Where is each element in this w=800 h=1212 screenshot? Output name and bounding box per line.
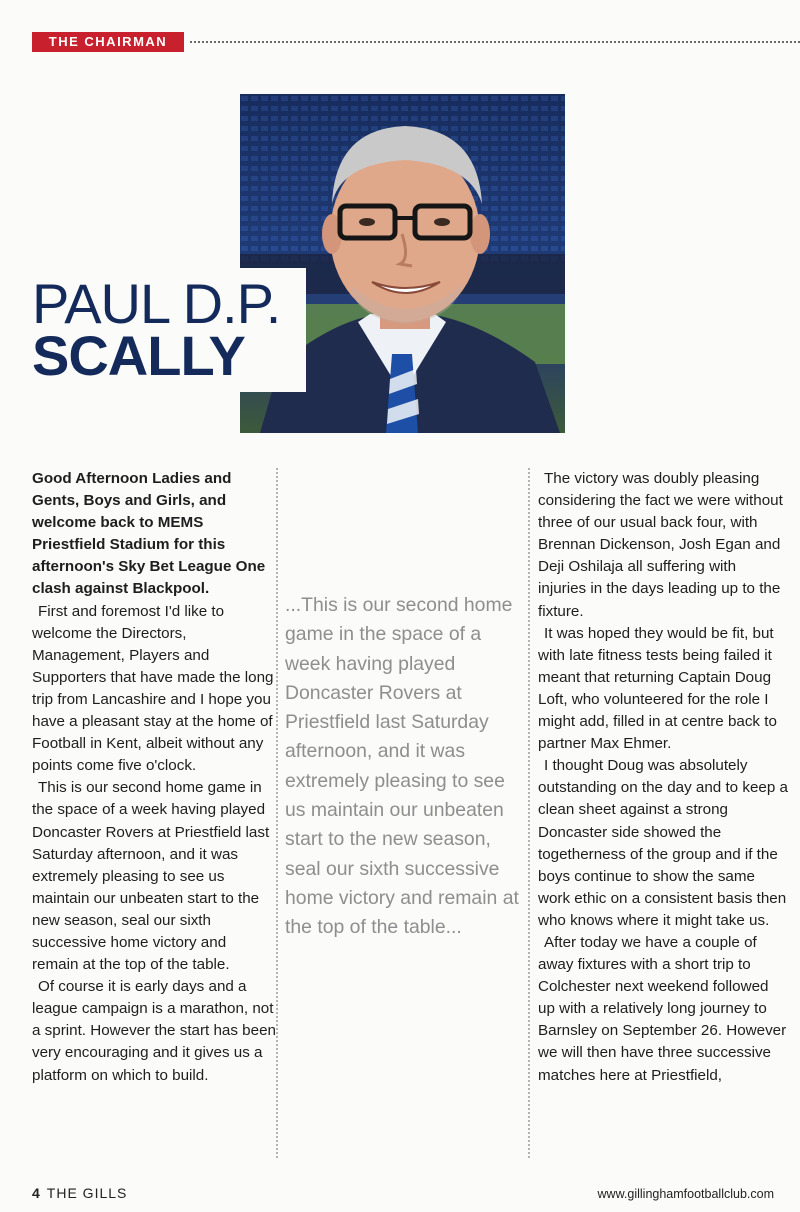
page-number: 4 [32, 1185, 41, 1201]
publication-name: THE GILLS [46, 1185, 128, 1201]
body-paragraph: It was hoped they would be fit, but with late fitness tests being failed it meant that returning Captain Doug Loft, who volunteered for the role I might add, filled in at centre back to partner Max Ehmer. [538, 624, 777, 753]
section-label: THE CHAIRMAN [32, 32, 184, 52]
body-paragraph: This is our second home game in the space of a week having played Doncaster Rovers at Priestfield last Saturday afternoon, and it was extremely pleasing to see us maintain our unbeaten start to the new season, seal our sixth successive home victory and remain at the top of the table. [32, 779, 270, 974]
article-column-1 [32, 468, 276, 1087]
pull-quote: ...This is our second home game in the space of a week having played Doncaster Rovers at Priestfield last Saturday afternoon, and it was extremely pleasing to see us maintain our unbeaten start to the new season, seal our sixth successive home victory and remain at the top of the table... [285, 594, 519, 939]
body-paragraph: The victory was doubly pleasing considering the fact we were without three of our usual back four, with Brennan Dickenson, Josh Egan and Deji Oshilaja all suffering with injuries in the days leading up to the fixture. [538, 470, 783, 620]
page-title-line-1: PAUL D.P. [32, 272, 281, 335]
header-divider [190, 41, 800, 43]
intro-paragraph: Good Afternoon Ladies and Gents, Boys and Girls, and welcome back to MEMS Priestfield Stadium for this afternoon's Sky Bet League One clash against Blackpool. [32, 470, 266, 598]
column-divider [528, 468, 530, 1158]
column-divider [276, 468, 278, 1158]
article-column-3 [538, 468, 788, 1087]
body-paragraph: First and foremost I'd like to welcome the Directors, Management, Players and Supporters that have made the long trip from Lancashire and I hope you have a pleasant stay at the home of Football in Kent, albeit without any points come five o'clock. [32, 602, 274, 775]
body-paragraph: Of course it is early days and a league campaign is a marathon, not a sprint. However the start has been very encouraging and it gives us a platform on which to build. [32, 978, 276, 1084]
footer-publication [32, 1185, 127, 1201]
footer-website: www.gillinghamfootballclub.com [597, 1187, 774, 1201]
body-paragraph: I thought Doug was absolutely outstanding on the day and to keep a clean sheet against a strong Doncaster side showed the togetherness of the group and if the boys continue to show the same work ethic on a consistent basis then who knows where it might take us. [538, 757, 788, 929]
page-title-line-2: SCALLY [32, 324, 245, 387]
body-paragraph: After today we have a couple of away fixtures with a short trip to Colchester next weekend followed up with a relatively long journey to Barnsley on September 26. However we will then have three successive matches here at Priestfield, [538, 933, 787, 1084]
